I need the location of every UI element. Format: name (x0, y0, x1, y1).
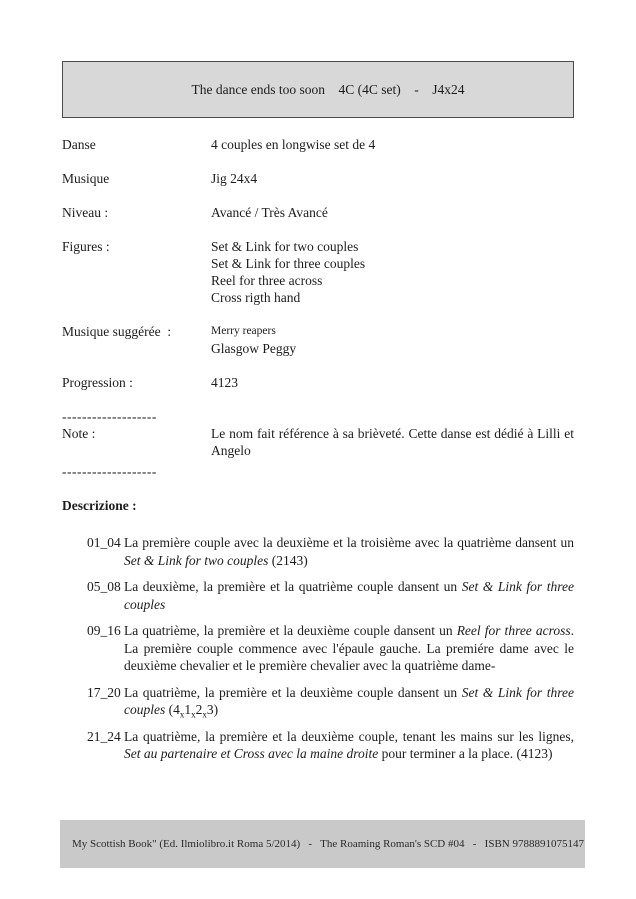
footer-text: My Scottish Book" (Ed. Ilmiolibro.it Roma 5/2014) - The Roaming Roman's SCD #04 - ISBN 9788891075147 (72, 838, 584, 850)
bars-number: 17_20 (87, 684, 121, 700)
info-label: Musique (62, 171, 110, 186)
info-value-line: Reel for three across (211, 273, 323, 288)
description-item (62, 728, 574, 763)
page-content (62, 61, 574, 772)
info-value-line: Set & Link for three couples (211, 256, 366, 271)
info-label: Musique suggérée : (62, 324, 172, 339)
bars-number: 09_16 (87, 623, 121, 638)
info-row (62, 374, 574, 391)
info-row (62, 323, 574, 357)
dance-title-bar (62, 61, 574, 118)
bars-number: 05_08 (87, 579, 121, 594)
info-value-line: Glasgow Peggy (211, 341, 297, 356)
note-row (62, 425, 574, 459)
info-value (211, 374, 574, 391)
description-text: La deuxième, la première et la quatrième couple dansent un Set & Link for three couples (124, 579, 574, 612)
description-text: La quatrième, la première et la deuxième couple dansent un Set & Link for three couples $(4_x1_x2_x3)$ (124, 684, 574, 720)
bars-number: 01_04 (87, 535, 121, 550)
info-value-line: Set & Link for two couples (211, 239, 359, 254)
info-label: Danse (62, 137, 96, 152)
divider-bottom: ------------------- (62, 464, 157, 479)
description-list (62, 534, 574, 763)
footer-bar (60, 820, 585, 868)
info-row (62, 170, 574, 187)
info-row (62, 204, 574, 221)
info-row (62, 238, 574, 306)
info-value-line: Cross rigth hand (211, 290, 301, 305)
divider-top: ------------------- (62, 409, 157, 424)
info-value-line: Merry reapers (211, 325, 276, 337)
info-label: Progression : (62, 375, 133, 390)
description-text: La quatrième, la première et la deuxième couple dansent un Reel for three across. La première couple commence avec l'épaule gauche. La premiére dame avec le deuxième chevalier et le première chevalier avec la quatrième dame- (124, 623, 574, 673)
bars-number: 21_24 (87, 728, 121, 744)
description-item (62, 578, 574, 613)
description-item (62, 622, 574, 675)
info-value-line: 4123 (211, 375, 238, 390)
info-value-line: Avancé / Très Avancé (211, 205, 328, 220)
info-section (62, 136, 574, 391)
description-text: La quatrième, la première et la deuxième couple, tenant les mains sur les lignes, Set au partenaire et Cross avec la maine droite pour terminer a la place. (4123) (124, 728, 574, 761)
description-item (62, 684, 574, 719)
note-text: Le nom fait référence à sa brièveté. Cette danse est dédié à Lilli et Angelo (211, 426, 574, 458)
description-heading: Descrizione : (62, 498, 137, 513)
info-value-line: 4 couples en longwise set de 4 (211, 137, 376, 152)
info-value (211, 170, 574, 187)
description-item (62, 534, 574, 569)
info-value (211, 204, 574, 221)
info-row (62, 136, 574, 153)
info-value (211, 238, 574, 306)
note-label: Note : (62, 426, 96, 441)
info-value (211, 136, 574, 153)
info-label: Figures : (62, 239, 110, 254)
info-value (211, 323, 574, 357)
description-text: La première couple avec la deuxième et la troisième avec la quatrième dansent un Set & Link for two couples (2143) (124, 535, 574, 568)
info-value-line: Jig 24x4 (211, 171, 258, 186)
dance-title: The dance ends too soon 4C (4C set) - J4x24 (191, 82, 465, 97)
info-label: Niveau : (62, 205, 109, 220)
